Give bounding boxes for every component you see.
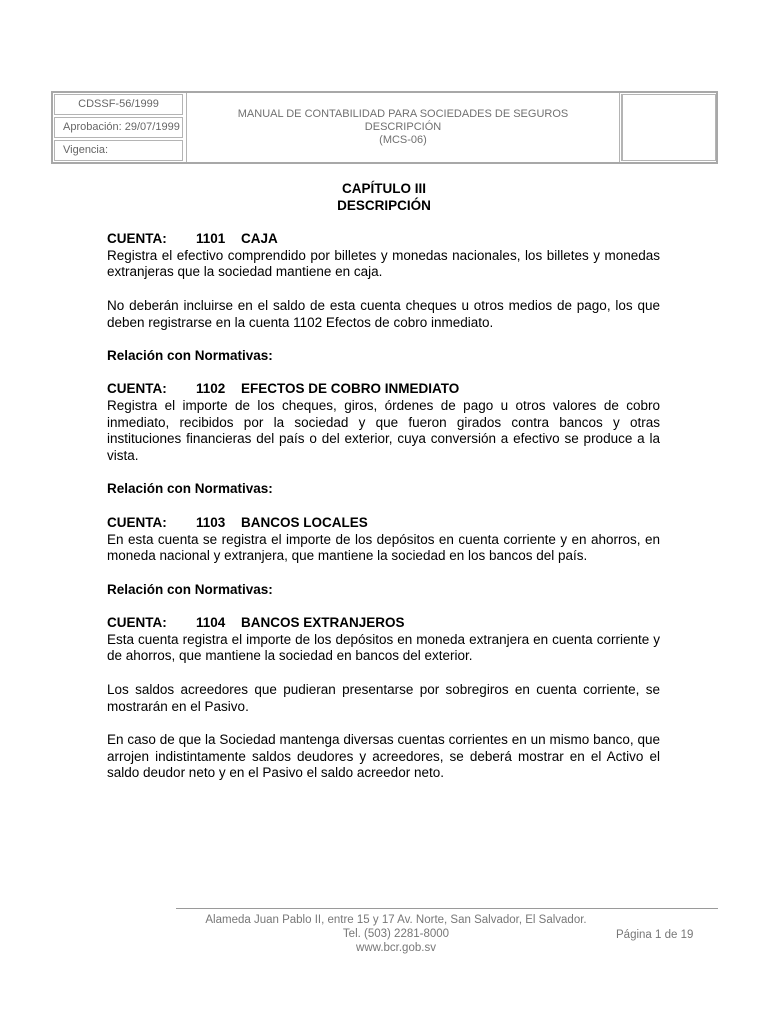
account-name: BANCOS LOCALES (241, 514, 368, 530)
paragraph: Registra el efectivo comprendido por billetes y monedas nacionales, los billetes y monedas extranjeras que la sociedad mantiene en caja. (107, 247, 660, 280)
approval-date: Aprobación: 29/07/1999 (54, 117, 183, 138)
footer-phone: Tel. (503) 2281-8000 (342, 928, 450, 940)
chapter-title: CAPÍTULO III (342, 181, 426, 196)
document-body (107, 231, 660, 799)
document-code: CDSSF-56/1999 (54, 94, 183, 115)
paragraph: Registra el importe de los cheques, giros, órdenes de pago u otros valores de cobro inmediato, recibidos por la sociedad y que fueron girados contra bancos y otras instituciones financieras del país o del exterior, cuya conversión a efectivo se produce a la vista. (107, 397, 660, 464)
account-label: CUENTA: (107, 514, 167, 530)
header-title-line3: (MCS-06) (379, 134, 427, 146)
account-number: 1104 (196, 615, 226, 631)
paragraph: Esta cuenta registra el importe de los depósitos en moneda extranjera en cuenta corriente y de ahorros, que mantiene la sociedad en bancos del exterior. (107, 631, 660, 664)
page-number: Página 1 de 19 (616, 929, 694, 941)
account-label: CUENTA: (107, 231, 167, 246)
normative-relation: Relación con Normativas: (107, 481, 273, 497)
header-logo-box (621, 94, 716, 161)
header-meta (53, 93, 186, 162)
footer (176, 913, 616, 955)
account-name: CAJA (241, 231, 278, 246)
account-label: CUENTA: (107, 615, 167, 631)
chapter-subtitle: DESCRIPCIÓN (337, 198, 431, 213)
account-number: 1102 (196, 381, 226, 397)
footer-address: Alameda Juan Pablo II, entre 15 y 17 Av. Norte, San Salvador, El Salvador. (205, 914, 587, 926)
account-label: CUENTA: (107, 381, 167, 397)
account-heading (107, 381, 660, 398)
header-title-line2: DESCRIPCIÓN (364, 121, 442, 133)
account-heading (107, 515, 660, 532)
paragraph: En caso de que la Sociedad mantenga diversas cuentas corrientes en un mismo banco, que arrojen indistintamente saldos deudores y acreedores, se deberá mostrar en el Activo el saldo deudor neto y en el Pasivo el saldo acreedor neto. (107, 731, 660, 781)
account-number: 1101 (196, 231, 226, 246)
paragraph: Los saldos acreedores que pudieran presentarse por sobregiros en cuenta corriente, se mostrarán en el Pasivo. (107, 681, 660, 714)
validity: Vigencia: (54, 140, 183, 161)
document-header (51, 91, 718, 164)
paragraph: No deberán incluirse en el saldo de esta cuenta cheques u otros medios de pago, los que deben registrarse en la cuenta 1102 Efectos de cobro inmediato. (107, 297, 660, 330)
normative-relation: Relación con Normativas: (107, 347, 273, 363)
header-title-line1: MANUAL DE CONTABILIDAD PARA SOCIEDADES DE SEGUROS (237, 108, 569, 120)
normative-relation: Relación con Normativas: (107, 581, 273, 597)
account-name: BANCOS EXTRANJEROS (241, 615, 405, 631)
account-name: EFECTOS DE COBRO INMEDIATO (241, 381, 460, 397)
footer-divider (176, 908, 718, 909)
account-heading (107, 615, 660, 632)
paragraph: En esta cuenta se registra el importe de los depósitos en cuenta corriente y en ahorros, en moneda nacional y extranjera, que mantiene la sociedad en los bancos del país. (107, 531, 660, 564)
account-heading (107, 231, 660, 248)
footer-website: www.bcr.gob.sv (356, 942, 436, 954)
account-number: 1103 (196, 514, 226, 530)
header-title (186, 93, 620, 162)
